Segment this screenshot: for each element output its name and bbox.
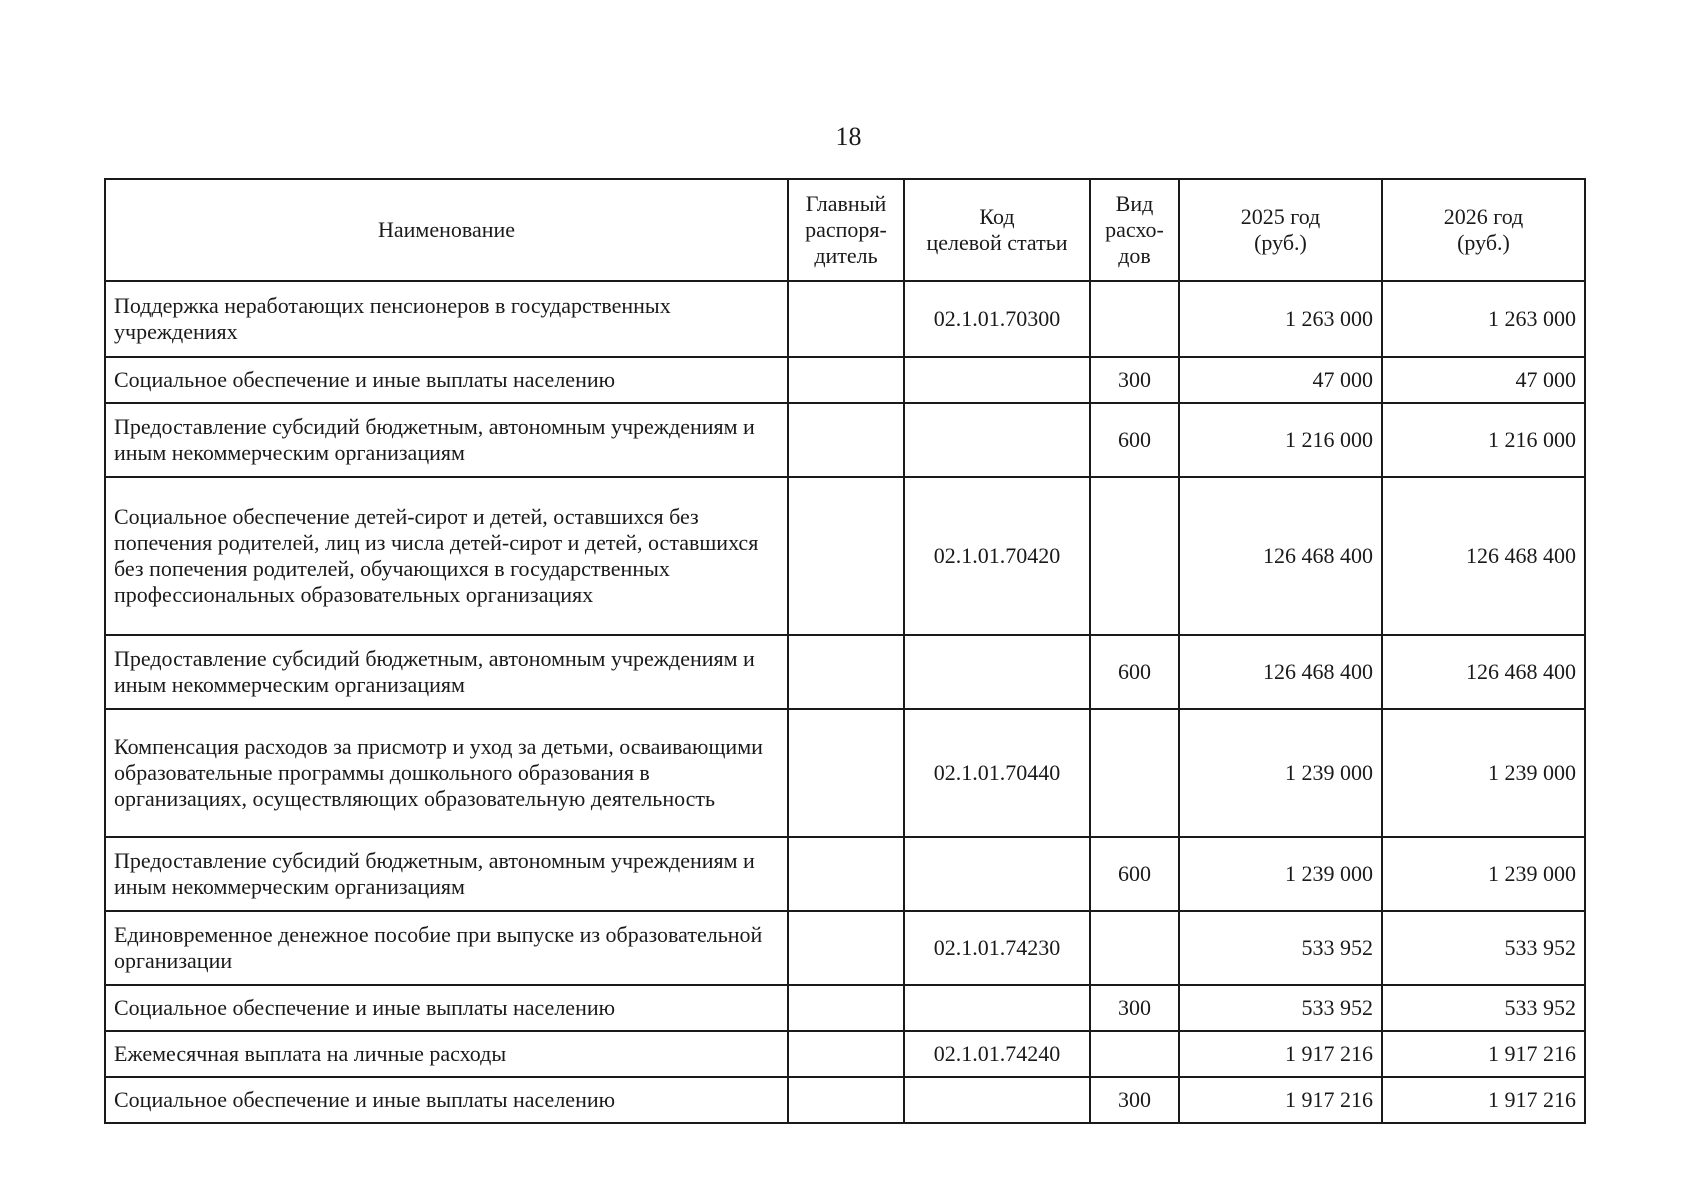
header-year-2025 [1179,179,1382,281]
header-year-line: (руб.) [1254,230,1307,255]
cell-name: Предоставление субсидий бюджетным, автономным учреждениям и иным некоммерческим организациям [105,403,788,477]
cell-code: 02.1.01.74230 [904,911,1090,985]
budget-table [104,178,1586,1124]
header-type-line: расхо- [1105,217,1164,243]
header-admin-line: дитель [814,242,878,268]
header-code-line: Код [979,204,1015,230]
cell-admin [788,1031,904,1077]
cell-type [1090,477,1179,635]
cell-type: 300 [1090,1077,1179,1123]
table-row [105,1031,1585,1077]
cell-admin [788,837,904,911]
table-row [105,911,1585,985]
cell-2025: 126 468 400 [1179,477,1382,635]
cell-name: Социальное обеспечение и иные выплаты населению [105,357,788,403]
cell-code [904,837,1090,911]
cell-2026: 1 917 216 [1382,1031,1585,1077]
cell-2025: 1 917 216 [1179,1031,1382,1077]
cell-2025: 1 239 000 [1179,709,1382,837]
cell-type: 600 [1090,837,1179,911]
cell-code: 02.1.01.70420 [904,477,1090,635]
cell-name: Ежемесячная выплата на личные расходы [105,1031,788,1077]
cell-2025: 47 000 [1179,357,1382,403]
cell-2026: 1 239 000 [1382,709,1585,837]
table-row [105,281,1585,357]
cell-2026: 126 468 400 [1382,477,1585,635]
cell-type: 600 [1090,635,1179,709]
cell-2025: 1 263 000 [1179,281,1382,357]
cell-2026: 533 952 [1382,985,1585,1031]
cell-code [904,985,1090,1031]
cell-type: 300 [1090,985,1179,1031]
cell-admin [788,403,904,477]
cell-name: Социальное обеспечение и иные выплаты населению [105,1077,788,1123]
cell-name: Социальное обеспечение и иные выплаты населению [105,985,788,1031]
cell-2026: 1 263 000 [1382,281,1585,357]
cell-2026: 126 468 400 [1382,635,1585,709]
cell-name: Единовременное денежное пособие при выпуске из образовательной организации [105,911,788,985]
table-row [105,837,1585,911]
cell-2025: 533 952 [1179,911,1382,985]
cell-2026: 533 952 [1382,911,1585,985]
cell-code: 02.1.01.74240 [904,1031,1090,1077]
table-row [105,635,1585,709]
cell-name: Компенсация расходов за присмотр и уход за детьми, осваивающими образовательные программы дошкольного образования в организациях, осуществляющих образовательную деятельность [105,709,788,837]
cell-admin [788,477,904,635]
cell-code [904,1077,1090,1123]
cell-code: 02.1.01.70440 [904,709,1090,837]
cell-2025: 1 239 000 [1179,837,1382,911]
cell-type [1090,709,1179,837]
page-number: 18 [835,122,862,151]
cell-code [904,635,1090,709]
cell-admin [788,911,904,985]
table-body [105,281,1585,1123]
table-row [105,403,1585,477]
cell-2026: 1 917 216 [1382,1077,1585,1123]
cell-admin [788,281,904,357]
cell-2026: 1 216 000 [1382,403,1585,477]
cell-type [1090,911,1179,985]
cell-name: Поддержка неработающих пенсионеров в государственных учреждениях [105,281,788,357]
table-header [105,179,1585,281]
cell-admin [788,709,904,837]
cell-admin [788,357,904,403]
cell-code: 02.1.01.70300 [904,281,1090,357]
header-year-line: (руб.) [1457,230,1510,255]
cell-2025: 1 216 000 [1179,403,1382,477]
cell-admin [788,1077,904,1123]
cell-2025: 533 952 [1179,985,1382,1031]
cell-name: Предоставление субсидий бюджетным, автономным учреждениям и иным некоммерческим организациям [105,837,788,911]
header-type-line: Вид [1115,191,1154,217]
table-row [105,985,1585,1031]
cell-name: Социальное обеспечение детей-сирот и детей, оставшихся без попечения родителей, лиц из числа детей-сирот и детей, оставшихся без попечения родителей, обучающихся в государственных профессиональных образовательных организациях [105,477,788,635]
cell-type [1090,1031,1179,1077]
header-code-line: целевой статьи [926,230,1068,255]
cell-name: Предоставление субсидий бюджетным, автономным учреждениям и иным некоммерческим организациям [105,635,788,709]
table-row [105,477,1585,635]
cell-code [904,403,1090,477]
cell-admin [788,985,904,1031]
cell-admin [788,635,904,709]
cell-type: 600 [1090,403,1179,477]
header-admin-line: распоря- [805,217,887,243]
header-row [105,179,1585,281]
header-admin [788,179,904,281]
cell-2025: 126 468 400 [1179,635,1382,709]
header-admin-line: Главный [805,191,887,217]
header-year-2026 [1382,179,1585,281]
cell-type [1090,281,1179,357]
cell-2025: 1 917 216 [1179,1077,1382,1123]
header-type [1090,179,1179,281]
header-year-line: 2025 год [1240,204,1321,230]
cell-2026: 1 239 000 [1382,837,1585,911]
table-row [105,357,1585,403]
header-year-line: 2026 год [1443,204,1524,230]
header-name: Наименование [105,179,788,281]
table-row [105,709,1585,837]
cell-code [904,357,1090,403]
cell-2026: 47 000 [1382,357,1585,403]
cell-type: 300 [1090,357,1179,403]
header-type-line: дов [1118,242,1151,268]
header-code [904,179,1090,281]
table-row [105,1077,1585,1123]
